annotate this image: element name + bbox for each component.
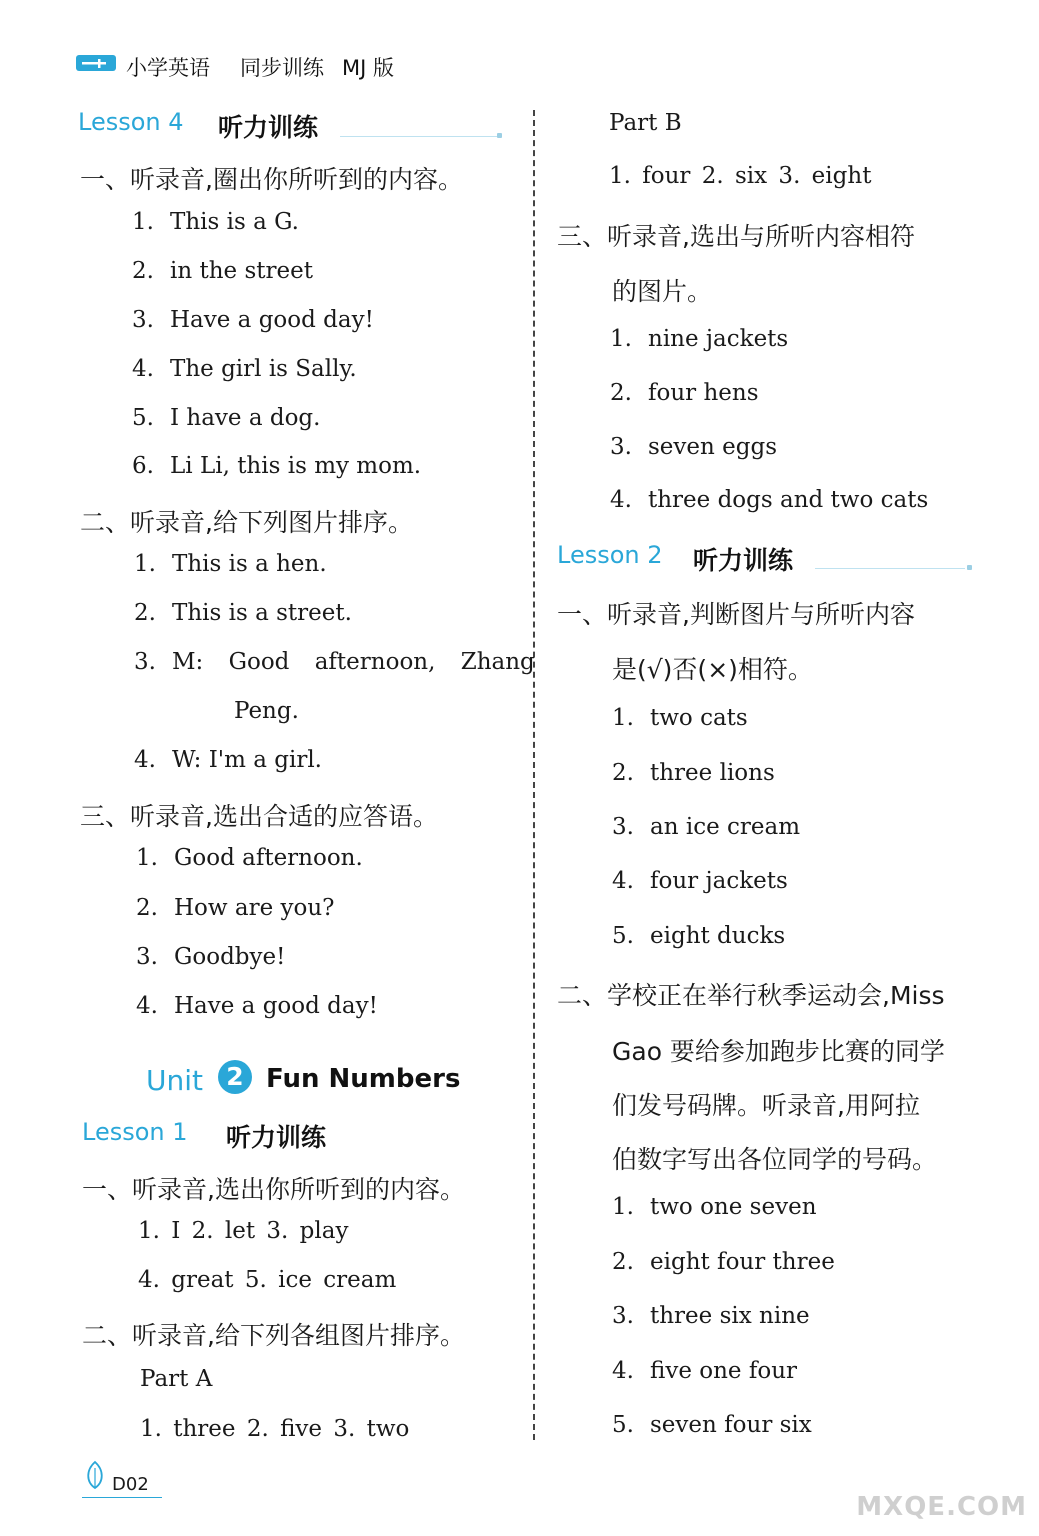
item-number: 4. xyxy=(612,868,634,894)
item-number: 4. xyxy=(134,747,156,773)
item-number: 3. xyxy=(612,814,634,840)
item-text: I have a dog. xyxy=(170,405,321,431)
item-text: four hens xyxy=(648,380,759,406)
watermark: MXQE.COM xyxy=(856,1492,1027,1522)
unit-number-badge: 2 xyxy=(218,1060,252,1094)
item-number: 2. xyxy=(134,600,156,626)
lesson2-rule xyxy=(815,568,965,569)
lesson4-tag: Lesson 4 xyxy=(78,108,184,136)
item-number: 1. xyxy=(134,551,156,577)
item-number: 2. xyxy=(610,380,632,406)
l2-section2-title-line1: 二、学校正在举行秋季运动会,Miss xyxy=(557,981,945,1010)
list-item xyxy=(134,747,322,773)
item-number: 4. xyxy=(132,356,154,382)
item-text: three dogs and two cats xyxy=(648,487,929,513)
list-item xyxy=(610,326,788,352)
list-item xyxy=(132,405,320,431)
lesson4-title: 听力训练 xyxy=(218,113,319,142)
l4-section3-title: 三、听录音,选出合适的应答语。 xyxy=(80,802,438,831)
item-text: Li Li, this is my mom. xyxy=(170,453,422,479)
list-item xyxy=(132,209,299,235)
l2-section2-title-line4: 伯数字写出各位同学的号码。 xyxy=(612,1145,938,1174)
list-item xyxy=(612,1412,812,1438)
item-text: This is a hen. xyxy=(172,551,327,577)
item-number: 5. xyxy=(612,1412,634,1438)
item-number: 2. xyxy=(612,1249,634,1275)
item-number: 2. xyxy=(132,258,154,284)
part-b-label: Part B xyxy=(609,110,682,136)
item-text: M: Good afternoon, Zhang xyxy=(172,649,535,675)
list-item xyxy=(136,944,285,970)
item-number: 2. xyxy=(612,760,634,786)
lesson2-tag: Lesson 2 xyxy=(557,541,663,569)
item-text: Have a good day! xyxy=(170,307,374,333)
part-a-label: Part A xyxy=(140,1366,213,1392)
item-text: The girl is Sally. xyxy=(170,356,357,382)
item-text: This is a G. xyxy=(170,209,299,235)
item-text: five one four xyxy=(650,1358,798,1384)
page-number: D02 xyxy=(112,1474,149,1495)
item-number: 4. xyxy=(610,487,632,513)
item-number: 5. xyxy=(132,405,154,431)
list-item xyxy=(132,307,374,333)
column-divider xyxy=(533,110,535,1440)
item-text: W: I'm a girl. xyxy=(172,747,322,773)
l1-section1-title: 一、听录音,选出你所听到的内容。 xyxy=(82,1175,465,1204)
item-text: two cats xyxy=(650,705,748,731)
item-number: 3. xyxy=(610,434,632,460)
part-a-line: 1. three 2. five 3. two xyxy=(140,1416,410,1442)
list-item xyxy=(132,453,421,479)
list-item xyxy=(612,1303,810,1329)
list-item xyxy=(136,993,378,1019)
item-number: 3. xyxy=(136,944,158,970)
l2-section2-title-line2: Gao 要给参加跑步比赛的同学 xyxy=(612,1037,945,1066)
list-item xyxy=(132,356,357,382)
item-number: 5. xyxy=(612,923,634,949)
l1-section2-title: 二、听录音,给下列各组图片排序。 xyxy=(82,1321,465,1350)
header-series: 同步训练 xyxy=(240,56,324,80)
list-item xyxy=(612,814,800,840)
lesson2-title: 听力训练 xyxy=(693,546,794,575)
list-item xyxy=(132,258,313,284)
item-number: 1. xyxy=(136,845,158,871)
list-item xyxy=(610,380,759,406)
part-b-line: 1. four 2. six 3. eight xyxy=(609,163,872,189)
item-number: 6. xyxy=(132,453,154,479)
list-item xyxy=(612,1249,835,1275)
header-subject: 小学英语 xyxy=(126,56,210,80)
item-number: 4. xyxy=(136,993,158,1019)
item-number: 3. xyxy=(134,649,156,675)
list-item xyxy=(610,434,777,460)
item-text: an ice cream xyxy=(650,814,801,840)
item-text: three six nine xyxy=(650,1303,810,1329)
list-item xyxy=(136,895,335,921)
r-section3-title-line2: 的图片。 xyxy=(612,277,713,306)
list-item xyxy=(134,649,535,675)
list-item xyxy=(612,760,775,786)
series-logo-icon xyxy=(76,52,116,74)
item-text: four jackets xyxy=(650,868,788,894)
item-number: 1. xyxy=(612,705,634,731)
item-text: nine jackets xyxy=(648,326,789,352)
r-section3-title-line1: 三、听录音,选出与所听内容相符 xyxy=(557,222,915,251)
item-text: Have a good day! xyxy=(174,993,378,1019)
list-item xyxy=(610,487,928,513)
list-item xyxy=(612,868,788,894)
item-number: 3. xyxy=(132,307,154,333)
header-edition: MJ 版 xyxy=(342,56,394,80)
lesson1-tag: Lesson 1 xyxy=(82,1118,188,1146)
item-number: 1. xyxy=(610,326,632,352)
item-text: seven four six xyxy=(650,1412,812,1438)
list-item-continuation: Peng. xyxy=(234,698,299,724)
item-text: three lions xyxy=(650,760,775,786)
l2-section1-title-line2: 是(√)否(×)相符。 xyxy=(612,655,813,684)
l4-section1-title: 一、听录音,圈出你所听到的内容。 xyxy=(80,165,463,194)
l1-s1-line2: 4. great 5. ice cream xyxy=(138,1267,397,1293)
item-number: 3. xyxy=(612,1303,634,1329)
list-item xyxy=(612,1358,797,1384)
item-text: Goodbye! xyxy=(174,944,286,970)
list-item xyxy=(134,551,327,577)
leaf-icon xyxy=(82,1460,108,1490)
lesson2-rule-end xyxy=(967,565,972,570)
page-number-rule xyxy=(82,1497,162,1498)
item-text: in the street xyxy=(170,258,313,284)
unit-word: Unit xyxy=(146,1064,203,1097)
lesson4-rule xyxy=(340,136,500,137)
l2-section1-title-line1: 一、听录音,判断图片与所听内容 xyxy=(557,600,915,629)
list-item xyxy=(612,705,748,731)
item-text: two one seven xyxy=(650,1194,817,1220)
item-number: 4. xyxy=(612,1358,634,1384)
item-number: 1. xyxy=(612,1194,634,1220)
item-text: How are you? xyxy=(174,895,335,921)
item-text: eight ducks xyxy=(650,923,786,949)
item-number: 2. xyxy=(136,895,158,921)
lesson1-title: 听力训练 xyxy=(226,1123,327,1152)
item-number: 1. xyxy=(132,209,154,235)
l2-section2-title-line3: 们发号码牌。听录音,用阿拉 xyxy=(612,1091,920,1120)
l4-section2-title: 二、听录音,给下列图片排序。 xyxy=(80,508,413,537)
list-item xyxy=(136,845,363,871)
list-item xyxy=(134,600,352,626)
item-text: eight four three xyxy=(650,1249,835,1275)
lesson4-rule-end xyxy=(497,133,502,138)
list-item xyxy=(612,923,785,949)
item-text: seven eggs xyxy=(648,434,778,460)
unit-title: Fun Numbers xyxy=(266,1064,461,1094)
l1-s1-line1: 1. I 2. let 3. play xyxy=(138,1218,349,1244)
list-item xyxy=(612,1194,817,1220)
item-text: This is a street. xyxy=(172,600,352,626)
item-text: Good afternoon. xyxy=(174,845,363,871)
